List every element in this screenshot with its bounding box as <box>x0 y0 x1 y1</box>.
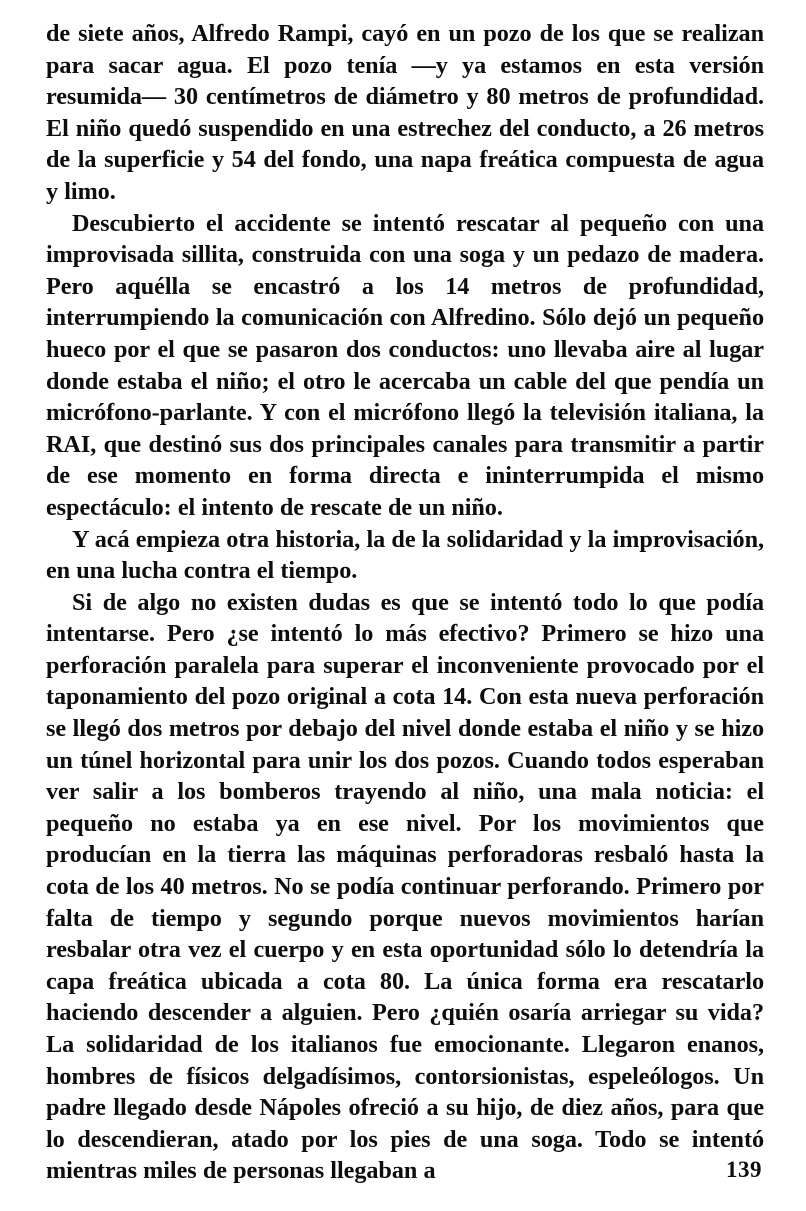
page-body <box>46 18 764 1187</box>
paragraph: Descubierto el accidente se intentó rescatar al pequeño con una improvisada sillita, construida con una soga y un pedazo de madera. Pero aquélla se encastró a los 14 metros de profundidad, interrumpiendo la comunicación con Alfredino. Sólo dejó un pequeño hueco por el que se pasaron dos conductos: uno llevaba aire al lugar donde estaba el niño; el otro le acercaba un cable del que pendía un micrófono-parlante. Y con el micrófono llegó la televisión italiana, la RAI, que destinó sus dos principales canales para transmitir a partir de ese momento en forma directa e ininterrumpida el mismo espectáculo: el intento de rescate de un niño. <box>46 209 764 521</box>
paragraph: Y acá empieza otra historia, la de la solidaridad y la improvisación, en una lucha contra el tiempo. <box>46 525 764 585</box>
page-number: 139 <box>726 1157 762 1182</box>
paragraph: de siete años, Alfredo Rampi, cayó en un pozo de los que se realizan para sacar agua. El pozo tenía —y ya estamos en esta versión resumida— 30 centímetros de diámetro y 80 metros de profundidad. El niño quedó suspendido en una estrechez del conducto, a 26 metros de la superficie y 54 del fondo, una napa freática compuesta de agua y limo. <box>46 20 764 205</box>
paragraph: Si de algo no existen dudas es que se intentó todo lo que podía intentarse. Pero ¿se intentó lo más efectivo? Primero se hizo una perforación paralela para superar el inconveniente provocado por el taponamiento del pozo original a cota 14. Con esta nueva perforación se llegó dos metros por debajo del nivel donde estaba el niño y se hizo un túnel horizontal para unir los dos pozos. Cuando todos esperaban ver salir a los bomberos trayendo al niño, una mala noticia: el pequeño no estaba ya en ese nivel. Por los movimientos que producían en la tierra las máquinas perforadoras resbaló hasta la cota de los 40 metros. No se podía continuar perforando. Primero por falta de tiempo y segundo porque nuevos movimientos harían resbalar otra vez el cuerpo y en esta oportunidad sólo lo detendría la capa freática ubicada a cota 80. La única forma era rescatarlo haciendo descender a alguien. Pero ¿quién osaría arriegar su vida? La solidaridad de los italianos fue emocionante. Llegaron enanos, hombres de físicos delgadísimos, contorsionistas, espeleólogos. Un padre llegado desde Nápoles ofreció a su hijo, de diez años, para que lo descendieran, atado por los pies de una soga. Todo se intentó mientras miles de personas llegaban a <box>46 588 764 1185</box>
